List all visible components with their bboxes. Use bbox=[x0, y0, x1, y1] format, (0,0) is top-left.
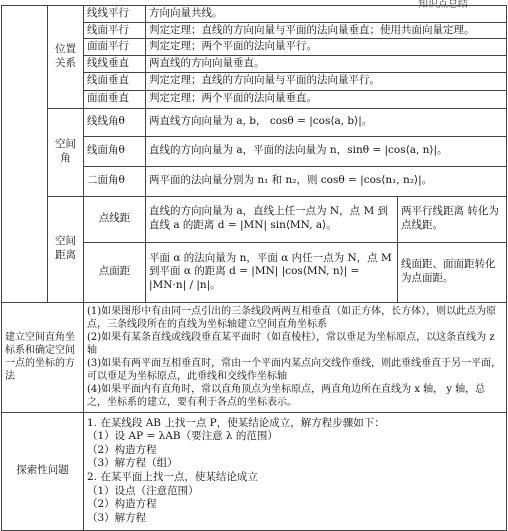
distance-desc-1: 平面 α 的法向量为 n，平面 α 内任一点为 N，点 M 到平面 α 的距离 d = |MN| |cos⟨MN, n⟩| = |MN·n| / |n|。 bbox=[146, 242, 398, 302]
explore-line-1: （1）设 AP = λAB（要注意 λ 的范围） bbox=[87, 430, 278, 443]
coord-line-2: (3)如果有两平面互相垂直时，常由一个平面内某点向交线作垂线，则此垂线垂直于另一平面，可以垂足为坐标原点，此垂线和交线作坐标轴 bbox=[87, 358, 502, 383]
coord-content bbox=[84, 302, 507, 412]
position-label: 位置关系 bbox=[48, 6, 84, 109]
distance-name-1: 点面距 bbox=[84, 242, 146, 302]
position-desc-0: 方向向量共线。 bbox=[146, 6, 507, 23]
distance-name-0: 点线距 bbox=[84, 196, 146, 242]
angle-desc-0: 两直线方向向量为 a, b， cosθ = |cos⟨a, b⟩|。 bbox=[146, 108, 507, 136]
angle-label: 空间角 bbox=[48, 108, 84, 196]
position-name-3: 线线垂直 bbox=[84, 55, 146, 72]
coord-line-3: (4)如果平面内有直角时，常以直角顶点为坐标原点，两直角边所在直线为 x 轴， y 轴，总之，坐标系的建立，要有利于各点的坐标表示。 bbox=[87, 384, 486, 409]
position-desc-2: 判定定理；两个平面的法向量平行。 bbox=[146, 39, 507, 56]
angle-desc-2: 两平面的法向量分别为 n₁ 和 n₂，则 cosθ = |cos⟨n₁, n₂⟩|。 bbox=[146, 166, 507, 196]
position-desc-4: 判定定理；直线的方向向量与平面的法向量平行。 bbox=[146, 72, 507, 90]
explore-line-0: 1. 在某线段 AB 上找一点 P，使某结论成立，解方程步骤如下： bbox=[87, 416, 385, 429]
angle-name-2: 二面角θ bbox=[84, 166, 146, 196]
position-name-1: 线面平行 bbox=[84, 22, 146, 39]
coord-line-0: (1)如果图形中有由同一点引出的三条线段两两互相垂直（如正方体，长方体），则以此点为原点，三条线段所在的直线为坐标轴建立空间直角坐标系 bbox=[87, 306, 497, 331]
distance-note-0: 两平行线距离 转化为点线距。 bbox=[398, 196, 507, 242]
coord-label: 建立空间直角坐标系和确定空间一点的坐标的方法 bbox=[2, 302, 84, 412]
explore-label: 探索性问题 bbox=[2, 412, 84, 530]
angle-desc-1: 直线的方向向量为 a，平面的法向量为 n，sinθ = |cos⟨a, n⟩|。 bbox=[146, 136, 507, 166]
position-name-0: 线线平行 bbox=[84, 6, 146, 23]
coord-line-1: (2)如果有某条直线或线段垂直某平面时（如直棱柱），常以垂足为坐标原点，以这条直线为 z 轴 bbox=[87, 332, 495, 357]
distance-desc-0: 直线的方向向量为 a，直线上任一点为 N，点 M 到直线 a 的距离 d = |MN| sin⟨MN, a⟩。 bbox=[146, 196, 398, 242]
position-desc-5: 判定定理；两个平面的法向量垂直。 bbox=[146, 90, 507, 108]
position-desc-1: 判定定理；直线的方向向量与平面的法向量垂直；使用共面向量定理。 bbox=[146, 22, 507, 39]
explore-line-7: （3）解方程 bbox=[87, 511, 147, 524]
explore-line-5: （1）设点（注意范围） bbox=[87, 484, 199, 497]
knowledge-table bbox=[1, 5, 507, 531]
explore-line-6: （2）构造方程 bbox=[87, 498, 157, 511]
explore-content bbox=[84, 412, 507, 530]
angle-name-0: 线线角θ bbox=[84, 108, 146, 136]
position-name-2: 面面平行 bbox=[84, 39, 146, 56]
explore-line-2: （2）构造方程 bbox=[87, 443, 157, 456]
top-header-fragment: 知识点总结 bbox=[418, 0, 468, 10]
position-desc-3: 两直线的方向向量垂直。 bbox=[146, 55, 507, 72]
distance-label: 空间距离 bbox=[48, 196, 84, 302]
left-blank-cell bbox=[2, 6, 48, 303]
angle-name-1: 线面角θ bbox=[84, 136, 146, 166]
position-name-4: 线面垂直 bbox=[84, 72, 146, 90]
explore-line-3: （3）解方程（组） bbox=[87, 457, 178, 470]
explore-line-4: 2. 在某平面上找一点，使某结论成立 bbox=[87, 471, 258, 484]
distance-note-1: 线面距、面面距转化为点面距。 bbox=[398, 242, 507, 302]
position-name-5: 面面垂直 bbox=[84, 90, 146, 108]
